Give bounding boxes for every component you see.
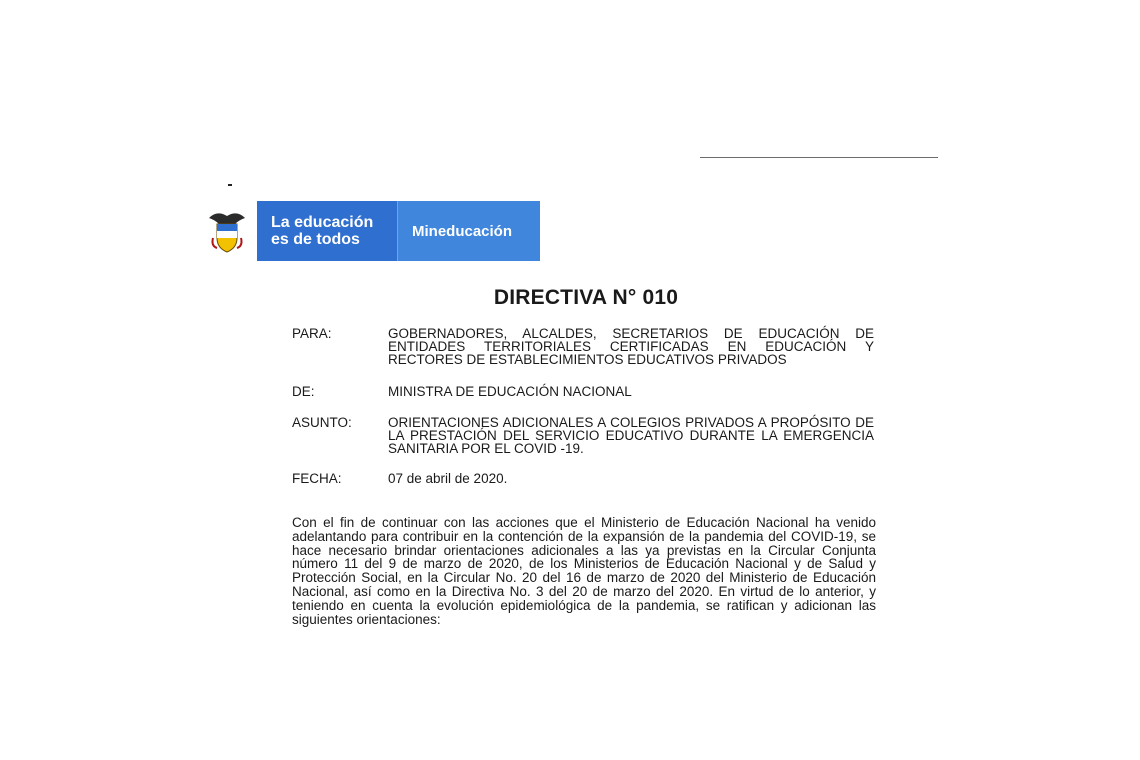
- field-asunto: [292, 416, 874, 455]
- slogan: [257, 201, 397, 261]
- field-fecha: [292, 472, 874, 485]
- brand-banner: [257, 201, 540, 261]
- field-label: DE:: [292, 384, 315, 399]
- field-value: ORIENTACIONES ADICIONALES A COLEGIOS PRIVADOS A PROPÓSITO DE LA PRESTACIÓN DEL SERVICIO EDUCATIVO DURANTE LA EMERGENCIA SANITARIA POR EL COVID -19.: [388, 415, 874, 456]
- body-paragraph: Con el fin de continuar con las acciones que el Ministerio de Educación Nacional ha venido adelantando para contribuir en la contención de la expansión de la pandemia del COVID-19, se hace necesario brindar orientaciones adicionales a las ya previstas en la Circular Conjunta número 11 del 9 de marzo de 2020, de los Ministerios de Educación Nacional y de Salud y Protección Social, en la Circular No. 20 del 16 de marzo de 2020 del Ministerio de Educación Nacional, así como en la Directiva No. 3 del 20 de marzo del 2020. En virtud de lo anterior, y teniendo en cuenta la evolución epidemiológica de la pandemia, se ratifican y adicionan las siguientes orientaciones:: [292, 515, 876, 627]
- slogan-line-2: es de todos: [271, 231, 360, 248]
- field-value: MINISTRA DE EDUCACIÓN NACIONAL: [388, 384, 632, 399]
- brand-name: Mineducación: [397, 201, 540, 261]
- field-label: FECHA:: [292, 471, 342, 486]
- document-title: DIRECTIVA N° 010: [493, 286, 679, 309]
- field-label: ASUNTO:: [292, 415, 352, 430]
- scan-speck: [228, 184, 232, 186]
- field-value: GOBERNADORES, ALCALDES, SECRETARIOS DE EDUCACIÓN DE ENTIDADES TERRITORIALES CERTIFICADAS EN EDUCACIÓN Y RECTORES DE ESTABLECIMIENTOS EDUCATIVOS PRIVADOS: [388, 326, 874, 367]
- field-label: PARA:: [292, 326, 332, 341]
- header-logo: [205, 200, 540, 262]
- top-rule: [700, 157, 938, 158]
- field-para: [292, 327, 874, 366]
- coat-of-arms-icon: [205, 208, 249, 254]
- field-de: [292, 385, 874, 398]
- field-value: 07 de abril de 2020.: [388, 471, 508, 486]
- slogan-line-1: La educación: [271, 214, 374, 231]
